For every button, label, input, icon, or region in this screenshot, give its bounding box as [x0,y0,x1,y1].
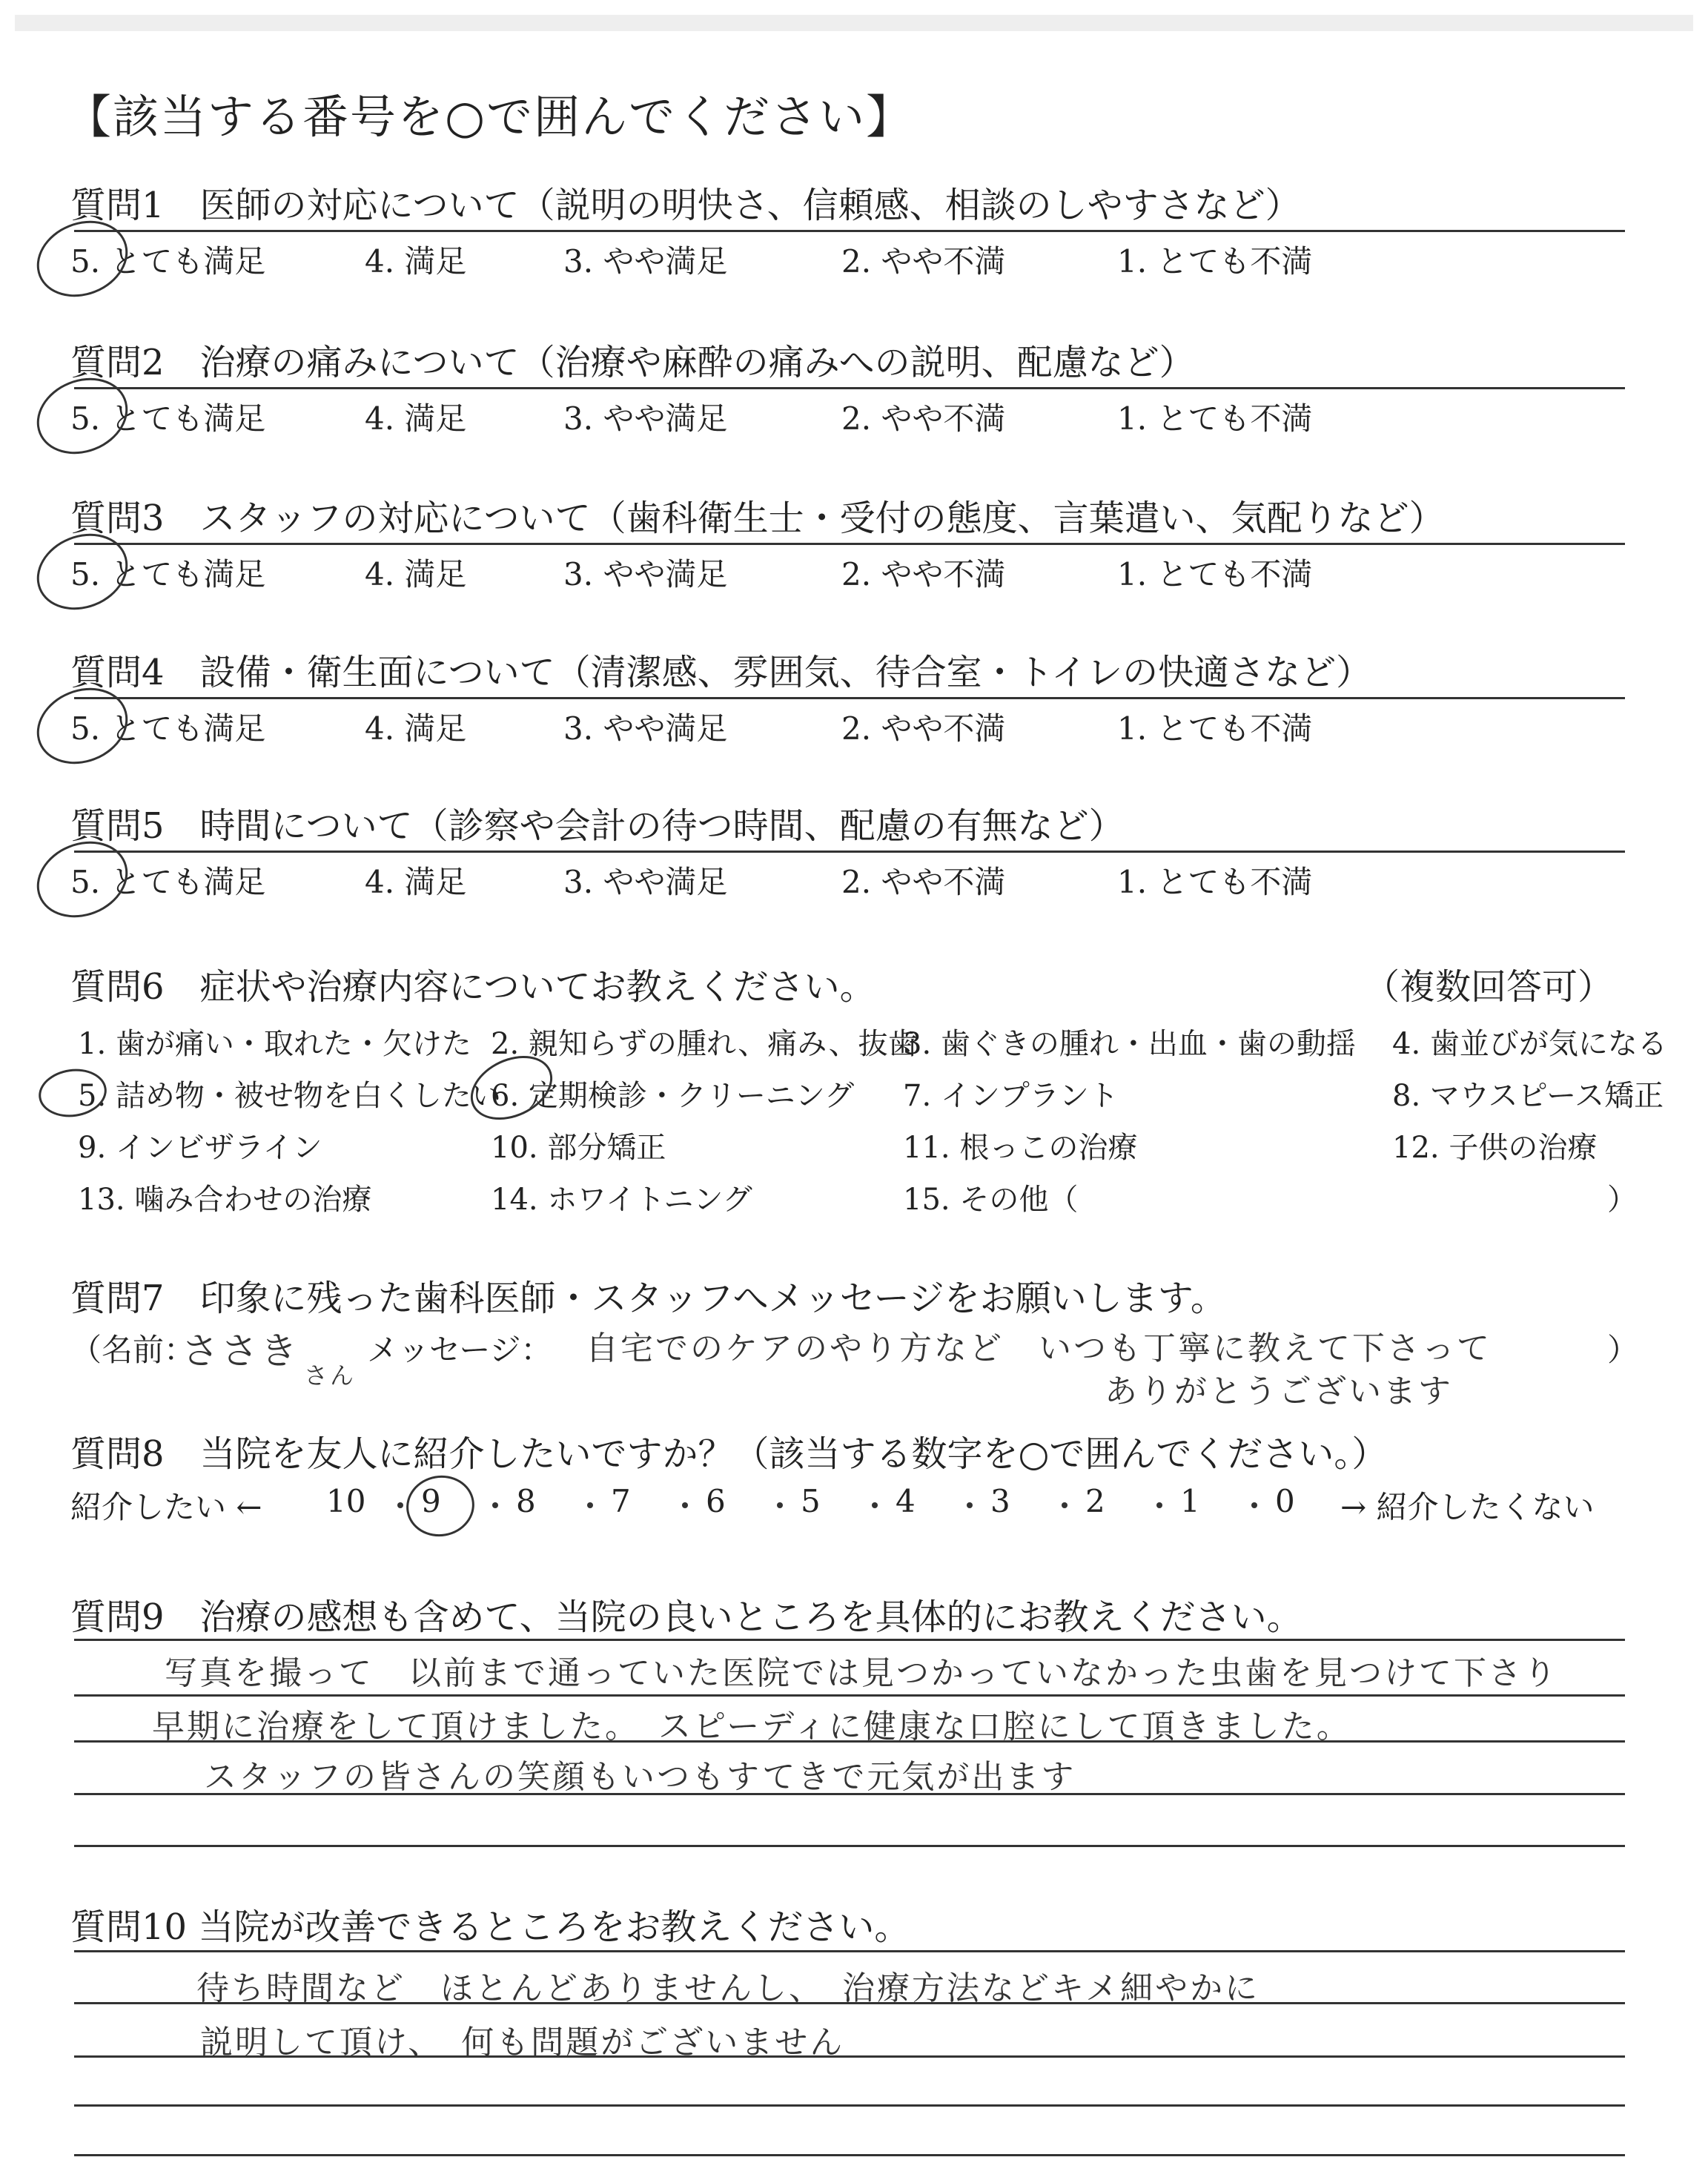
q8-scale-3[interactable]: 3 [990,1483,1010,1519]
q1-title: 質問1 医師の対応について（説明の明快さ、信頼感、相談のしやすさなど） [70,185,1301,226]
q2-option-4[interactable]: 4. 満足 [365,400,467,437]
q7-name-label: （名前： [70,1332,196,1368]
q10-answer-1: 待ち時間など ほとんどありませんし、 治療方法などキメ細やかに [196,1969,1260,2007]
q5-underline [74,851,1625,853]
q2-option-1[interactable]: 1. とても不満 [1117,400,1313,437]
q7-name-suffix: さん [304,1361,357,1390]
q2-option-2[interactable]: 2. やや不満 [841,400,1006,437]
q3-title: 質問3 スタッフの対応について（歯科衛生士・受付の態度、言葉遣い、気配りなど） [70,498,1445,539]
q4-underline [74,697,1625,699]
q4-title: 質問4 設備・衛生面について（清潔感、雰囲気、待合室・トイレの快適さなど） [70,652,1372,693]
q9-line-1 [74,1639,1625,1641]
q8-scale-dot [587,1502,593,1508]
q7-message-line1: 自宅でのケアのやり方など いつも丁寧に教えて下さって [586,1330,1492,1367]
q1-option-5[interactable]: 5. とても満足 [70,243,266,280]
q8-scale-dot [1156,1502,1162,1508]
q6-option-2[interactable]: 2. 親知らずの腫れ、痛み、抜歯 [491,1027,918,1061]
q9-title: 質問9 治療の感想も含めて、当院の良いところを具体的にお教えください。 [70,1596,1302,1638]
q6-option-4[interactable]: 4. 歯並びが気になる [1392,1027,1667,1061]
q4-option-1[interactable]: 1. とても不満 [1117,710,1313,747]
q4-option-3[interactable]: 3. やや満足 [563,710,728,747]
scan-edge [15,15,1693,31]
q4-option-4[interactable]: 4. 満足 [365,710,467,747]
q7-message-label: メッセージ： [367,1332,552,1368]
q4-option-5[interactable]: 5. とても満足 [70,710,266,747]
q8-scale-6[interactable]: 6 [706,1483,726,1519]
q5-option-4[interactable]: 4. 満足 [365,864,467,900]
q8-scale-10[interactable]: 10 [326,1483,366,1519]
q6-option-1[interactable]: 1. 歯が痛い・取れた・欠けた [78,1027,471,1061]
q8-scale-1[interactable]: 1 [1180,1483,1200,1519]
q6-option-8[interactable]: 8. マウスピース矯正 [1392,1079,1664,1113]
q8-scale-dot [777,1502,783,1508]
q2-option-5[interactable]: 5. とても満足 [70,400,266,437]
q8-scale-2[interactable]: 2 [1085,1483,1105,1519]
q1-option-3[interactable]: 3. やや満足 [563,243,728,280]
q6-option-9[interactable]: 9. インビザライン [78,1131,322,1165]
q9-answer-3: スタッフの皆さんの笑顔もいつもすてきで元気が出ます [204,1758,1076,1796]
q6-option-13[interactable]: 13. 噛み合わせの治療 [78,1183,372,1217]
q1-option-1[interactable]: 1. とても不満 [1117,243,1313,280]
q8-left-label: 紹介したい ← [70,1489,262,1525]
q5-option-5[interactable]: 5. とても満足 [70,864,266,900]
q1-underline [74,230,1625,232]
q4-option-2[interactable]: 2. やや不満 [841,710,1006,747]
q2-option-3[interactable]: 3. やや満足 [563,400,728,437]
q9-line-5 [74,1845,1625,1847]
q8-scale-5[interactable]: 5 [801,1483,821,1519]
q3-option-4[interactable]: 4. 満足 [365,556,467,592]
q3-underline [74,543,1625,545]
q5-option-2[interactable]: 2. やや不満 [841,864,1006,900]
q6-option-14[interactable]: 14. ホワイトニング [491,1183,752,1217]
q2-title: 質問2 治療の痛みについて（治療や麻酔の痛みへの説明、配慮など） [70,342,1195,383]
q6-title: 質問6 症状や治療内容についてお教えください。 [70,966,875,1008]
q8-right-label: → 紹介したくない [1340,1489,1595,1525]
q8-title: 質問8 当院を友人に紹介したいですか？（該当する数字を○で囲んでください。） [70,1433,1388,1475]
q7-message-line2: ありがとうございます [1105,1373,1453,1410]
q5-title: 質問5 時間について（診察や会計の待つ時間、配慮の有無など） [70,805,1125,847]
q6-option-10[interactable]: 10. 部分矯正 [491,1131,666,1165]
q3-option-5[interactable]: 5. とても満足 [70,556,266,592]
q7-close-paren: ） [1607,1332,1639,1368]
q6-option-5[interactable]: 5. 詰め物・被せ物を白くしたい [78,1079,501,1113]
q6-option-6[interactable]: 6. 定期検診・クリーニング [491,1079,855,1113]
q1-option-2[interactable]: 2. やや不満 [841,243,1006,280]
q6-option-11[interactable]: 11. 根っこの治療 [903,1131,1138,1165]
q6-option-3[interactable]: 3. 歯ぐきの腫れ・出血・歯の動揺 [903,1027,1356,1061]
q8-scale-8[interactable]: 8 [516,1483,536,1519]
q5-option-1[interactable]: 1. とても不満 [1117,864,1313,900]
q8-scale-dot [397,1502,403,1508]
q1-option-4[interactable]: 4. 満足 [365,243,467,280]
q9-answer-1: 写真を撮って 以前まで通っていた医院では見つかっていなかった虫歯を見つけて下さり [165,1654,1558,1692]
q8-scale-dot [872,1502,878,1508]
form-header: 【該当する番号を○で囲んでください】 [65,90,914,144]
q8-circle-9 [402,1470,480,1542]
q10-line-5 [74,2154,1625,2156]
q3-option-2[interactable]: 2. やや不満 [841,556,1006,592]
q8-scale-dot [1251,1502,1257,1508]
q10-answer-2: 説明して頂け、 何も問題がございません [200,2024,845,2061]
q2-underline [74,387,1625,389]
q8-scale-dot [682,1502,688,1508]
q7-name-value: ささき [182,1330,299,1373]
q8-scale-0[interactable]: 0 [1275,1483,1295,1519]
q6-option-12[interactable]: 12. 子供の治療 [1392,1131,1598,1165]
q3-option-3[interactable]: 3. やや満足 [563,556,728,592]
q9-answer-2: 早期に治療をして頂けました。 スピーディに健康な口腔にして頂きました。 [152,1708,1351,1745]
q8-scale-dot [967,1502,973,1508]
q6-note: （複数回答可） [1364,966,1614,1008]
q7-title: 質問7 印象に残った歯科医師・スタッフへメッセージをお願いします。 [70,1278,1226,1319]
q6-option-15[interactable]: 15. その他（ [903,1183,1079,1217]
q8-scale-dot [492,1502,498,1508]
q10-title: 質問10 当院が改善できるところをお教えください。 [70,1906,910,1948]
q9-line-2 [74,1694,1625,1697]
q8-scale-4[interactable]: 4 [896,1483,916,1519]
q5-option-3[interactable]: 3. やや満足 [563,864,728,900]
q10-line-4 [74,2104,1625,2107]
q8-scale-7[interactable]: 7 [611,1483,631,1519]
q6-option-16[interactable]: ） [1607,1183,1637,1217]
q8-scale-9[interactable]: 9 [421,1483,441,1519]
q6-option-7[interactable]: 7. インプラント [903,1079,1119,1113]
q8-scale-dot [1062,1502,1068,1508]
q10-line-1 [74,1950,1625,1952]
q3-option-1[interactable]: 1. とても不満 [1117,556,1313,592]
